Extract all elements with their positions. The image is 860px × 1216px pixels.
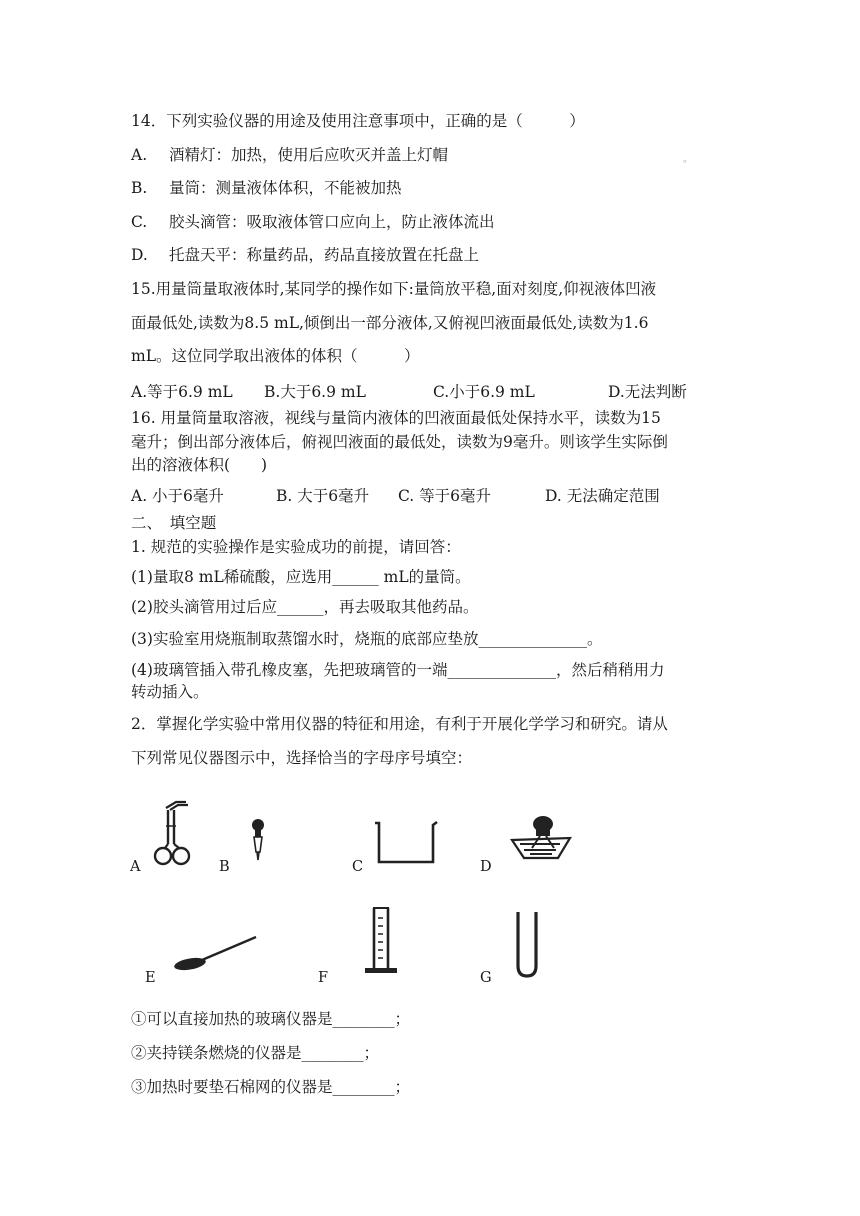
q15-line-3: mL。这位同学取出液体的体积（ ） [131, 347, 420, 365]
q16-option-c: C. 等于6毫升 [398, 487, 492, 505]
q14-option-d-text: 托盘天平：称量药品，药品直接放置在托盘上 [169, 246, 480, 264]
spoon-figure [172, 934, 260, 972]
q15-line-2: 面最低处,读数为8.5 mL,倾倒出一部分液体,又俯视凹液面最低处,读数为1.6 [131, 314, 649, 332]
graduated-cylinder-figure [361, 906, 401, 976]
q14-option-d-label: D. [131, 246, 148, 264]
figure-label-f: F [318, 970, 329, 986]
q15-option-b: B.大于6.9 mL [264, 383, 366, 401]
beaker-figure [373, 820, 439, 866]
q16-option-a: A. 小于6毫升 [131, 487, 224, 505]
q14-option-a-text: 酒精灯：加热，使用后应吹灭并盖上灯帽 [169, 146, 449, 164]
s2-q2-sub-2: ②夹持镁条燃烧的仪器是________； [131, 1044, 380, 1062]
q14-option-b-text: 量筒：测量液体体积，不能被加热 [169, 179, 402, 197]
q14-option-b-label: B. [131, 179, 148, 197]
section-heading: 二、 填空题 [131, 514, 217, 532]
q14-option-c [131, 211, 495, 233]
figure-label-b: B [219, 859, 230, 875]
q15-line-1: 15.用量筒量取液体时,某同学的操作如下:量筒放平稳,面对刻度,仰视液体凹液 [131, 280, 657, 298]
s2-q1-item-3: (3)实验室用烧瓶制取蒸馏水时，烧瓶的底部应垫放______________。 [131, 630, 603, 648]
s2-q1-stem: 1. 规范的实验操作是实验成功的前提，请回答： [131, 538, 461, 556]
q14-option-c-label: C. [131, 213, 148, 231]
q16-option-b: B. 大于6毫升 [276, 487, 370, 505]
s2-q1-item-2: (2)胶头滴管用过后应______，再去吸取其他药品。 [131, 598, 479, 616]
dropper-figure [248, 818, 268, 862]
q14-stem: 14．下列实验仪器的用途及使用注意事项中，正确的是（ ） [131, 112, 585, 130]
s2-q2-sub-1: ①可以直接加热的玻璃仪器是________； [131, 1010, 411, 1028]
figure-label-e: E [145, 970, 156, 986]
q14-option-b [131, 177, 402, 199]
test-tube-figure [514, 910, 540, 980]
s2-q2-line-2: 下列常见仪器图示中，选择恰当的字母序号填空： [131, 749, 473, 767]
q14-option-a [131, 144, 448, 166]
alcohol-lamp-figure [510, 814, 572, 864]
stray-mark: 。 [683, 154, 693, 165]
s2-q1-item-4: (4)玻璃管插入带孔橡皮塞，先把玻璃管的一端______________，然后稍稍用力 [131, 661, 665, 679]
s2-q2-sub-3: ③加热时要垫石棉网的仪器是________； [131, 1078, 411, 1096]
q14-option-a-label: A. [131, 146, 148, 164]
q16-line-1: 16. 用量筒量取溶液，视线与量筒内液体的凹液面最低处保持水平，读数为15 [131, 409, 661, 427]
q15-option-a: A.等于6.9 mL [131, 383, 233, 401]
crucible-tongs-figure [152, 798, 196, 868]
figure-label-c: C [352, 859, 364, 875]
figure-label-a: A [130, 859, 141, 875]
q16-line-2: 毫升；倒出部分液体后，俯视凹液面的最低处，读数为9毫升。则该学生实际倒 [131, 433, 668, 451]
figure-label-g: G [480, 970, 492, 986]
q14-option-d [131, 244, 479, 266]
q16-line-3: 出的溶液体积( ) [131, 456, 268, 474]
s2-q1-item-4-cont: 转动插入。 [131, 683, 209, 701]
s2-q2-line-1: 2．掌握化学实验中常用仪器的特征和用途，有利于开展化学学习和研究。请从 [131, 715, 668, 733]
figure-label-d: D [480, 859, 492, 875]
q15-option-d: D.无法判断 [608, 383, 687, 401]
q14-option-c-text: 胶头滴管：吸取液体管口应向上，防止液体流出 [169, 213, 495, 231]
q16-option-d: D. 无法确定范围 [545, 487, 660, 505]
s2-q1-item-1: (1)量取8 mL稀硫酸，应选用______ mL的量筒。 [131, 568, 471, 586]
q15-option-c: C.小于6.9 mL [433, 383, 535, 401]
